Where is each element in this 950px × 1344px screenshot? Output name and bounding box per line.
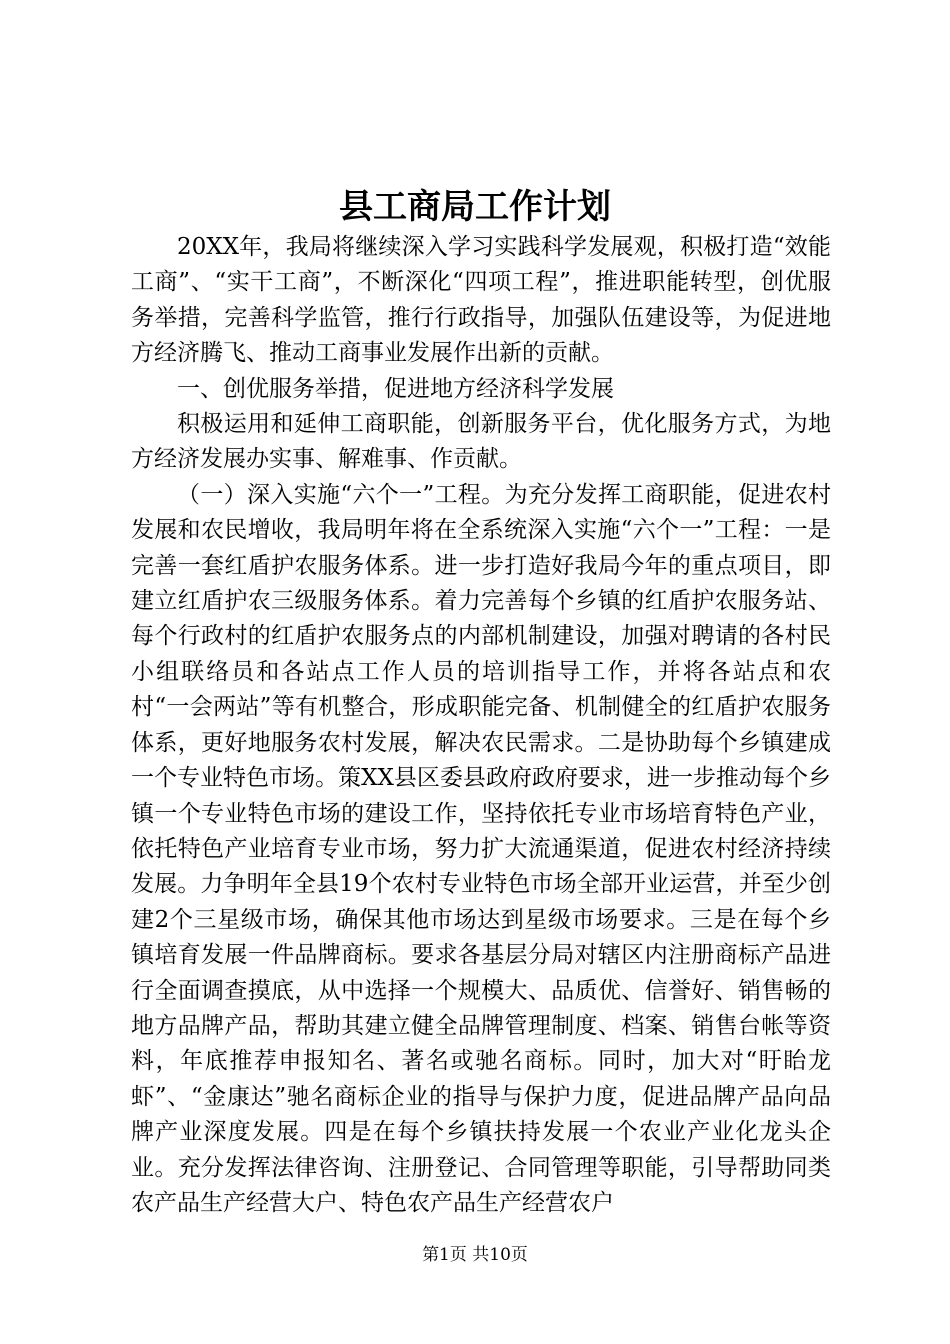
section-heading-1: 一、创优服务举措，促进地方经济科学发展 bbox=[177, 375, 614, 402]
paragraph-six-ones-project: （一）深入实施“六个一”工程。为充分发挥工商职能，促进农村发展和农民增收，我局明年将在全系统深入实施“六个一”工程：一是完善一套红盾护农服务体系。进一步打造好我局今年的重点项目，即建立红盾护农三级服务体系。着力完善每个乡镇的红盾护农服务站、每个行政村的红盾护农服务点的内部机制建设，加强对聘请的各村民小组联络员和各站点工作人员的培训指导工作，并将各站点和农村“一会两站”等有机整合，形成职能完备、机制健全的红盾护农服务体系，更好地服务农村发展，解决农民需求。二是协助每个乡镇建成一个专业特色市场。策XX县区委县政府政府要求，进一步推动每个乡镇一个专业特色市场的建设工作，坚持依托专业市场培育特色产业，依托特色产业培育专业市场，努力扩大流通渠道，促进农村经济持续发展。力争明年全县19个农村专业特色市场全部开业运营，并至少创建2个三星级市场，确保其他市场达到星级市场要求。三是在每个乡镇培育发展一件品牌商标。要求各基层分局对辖区内注册商标产品进行全面调查摸底，从中选择一个规模大、品质优、信誉好、销售畅的地方品牌产品，帮助其建立健全品牌管理制度、档案、销售台帐等资料，年底推荐申报知名、著名或驰名商标。同时，加大对“盱眙龙虾”、“金康达”驰名商标企业的指导与保护力度，促进品牌产品向品牌产业深度发展。四是在每个乡镇扶持发展一个农业产业化龙头企业。充分发挥法律咨询、注册登记、合同管理等职能，引导帮助同类农产品生产经营大户、特色农产品生产经营农户 bbox=[131, 481, 831, 1216]
document-title: 县工商局工作计划 bbox=[339, 187, 611, 227]
page-number-footer: 第1页 共10页 bbox=[422, 1245, 528, 1265]
document-body bbox=[131, 230, 831, 1221]
paragraph-intro: 20XX年，我局将继续深入学习实践科学发展观，积极打造“效能工商”、“实干工商”，不断深化“四项工程”，推进职能转型，创优服务举措，完善科学监管，推行行政指导，加强队伍建设等，为促进地方经济腾飞、推动工商事业发展作出新的贡献。 bbox=[131, 234, 831, 367]
paragraph-section-1-summary: 积极运用和延伸工商职能，创新服务平台，优化服务方式，为地方经济发展办实事、解难事、作贡献。 bbox=[131, 411, 831, 473]
